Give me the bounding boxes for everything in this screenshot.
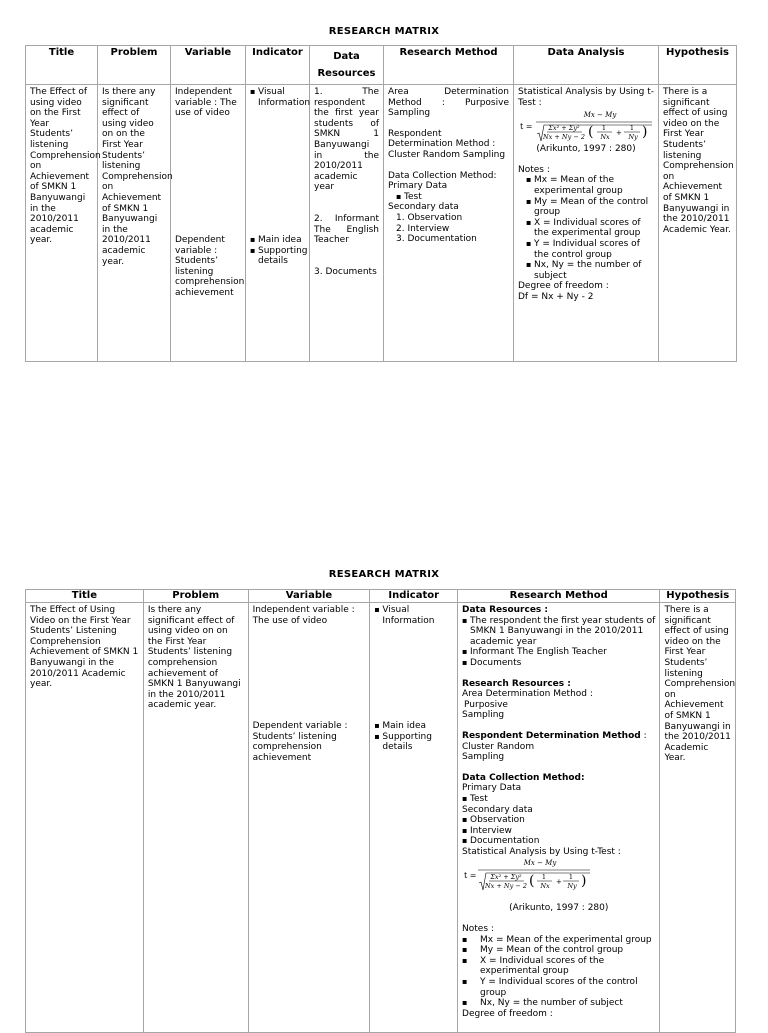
header-data-resources: Data Resources [310,46,384,85]
note-item: ▪ Mx = Mean of the experimental group [462,935,655,946]
dependent-indicators [374,721,453,753]
svg-text:): ) [642,124,648,141]
header-indicator: Indicator [246,46,310,85]
primary-label: Primary Data [462,783,522,794]
cell-variable [248,603,370,1033]
area-method-value: Purposive [464,699,508,710]
secondary-item: ▪ Interview [462,826,655,837]
header-research-method: Research Method [458,590,660,603]
note-item: ▪ Y = Individual scores of the control group [526,239,654,260]
primary-list [388,192,509,203]
cell-indicator [370,603,458,1033]
collection-label: Data Collection Method: [388,170,497,181]
note-item: ▪ Nx, Ny = the number of subject [526,260,654,281]
area-method-value-2: Sampling [462,710,505,721]
header-research-method: Research Method [384,46,514,85]
t-test-formula-graphic [518,108,654,144]
resource-item: ▪ Informant The English Teacher [462,647,655,658]
title-text: The Effect of using video on the First Year Students’ listening Comprehension on Achievement of SMKN 1 Banyuwangi in the 2010/2011 academic year. [30,87,101,246]
svg-text:Mx − My: Mx − My [523,859,557,868]
svg-text:Ny: Ny [567,882,577,891]
dof-formula: Df = Nx + Ny - 2 [518,291,594,302]
primary-item: ▪ Test [462,794,655,805]
header-title: Title [26,590,144,603]
area-method-label: Area Determination Method : [462,689,593,700]
svg-text:+: + [616,129,622,138]
matrix-title-1: RESEARCH MATRIX [328,26,440,37]
research-matrix-table-1 [25,45,737,362]
secondary-label: Secondary data [388,202,459,213]
t-test-formula [462,857,655,893]
respondent-method-value: Cluster Random [462,741,535,752]
notes-label: Notes : [518,164,550,175]
svg-text:t =: t = [464,871,477,881]
header-title: Title [26,46,98,85]
header-problem: Problem [98,46,171,85]
secondary-item: ▪ Observation [462,815,655,826]
data-resources-list [462,616,655,669]
svg-text:Σx² + Σy²: Σx² + Σy² [490,873,522,882]
secondary-item: 1. Observation [396,212,463,223]
resource-item: ▪ The respondent the first year students of SMKN 1 Banyuwangi in the 2010/2011 academic year [462,616,655,648]
notes-list [462,935,655,1009]
indicator-item: ▪ Supporting details [374,732,453,753]
header-hypothesis: Hypothesis [659,46,737,85]
independent-indicators [374,605,453,721]
note-item: ▪ X = Individual scores of the experimental group [526,218,654,239]
data-resources-label: Data Resources : [462,605,549,615]
indicator-item: ▪ Main idea [250,235,305,246]
svg-text:Nx: Nx [600,133,610,142]
header-problem: Problem [143,590,248,603]
cell-hypothesis [660,603,736,1033]
notes-list [518,175,654,281]
indicator-item: ▪ Visual Information [374,605,453,626]
note-item: ▪ Mx = Mean of the experimental group [526,175,654,196]
secondary-item: 3. Documentation [396,234,477,245]
independent-indicators [250,87,311,235]
t-test-formula-graphic [462,857,592,893]
research-resources-label: Research Resources : [462,678,571,689]
secondary-list [462,815,655,847]
secondary-label: Secondary data [462,804,533,815]
svg-text:Nx + Ny − 2: Nx + Ny − 2 [542,133,586,142]
collection-label: Data Collection Method: [462,772,585,783]
svg-text:1: 1 [629,124,635,133]
note-item: ▪ Y = Individual scores of the control group [462,977,655,998]
svg-text:(: ( [588,124,594,141]
respondent-method-label: Respondent Determination Method [462,730,641,741]
indicator-item: ▪ Supporting details [250,246,305,267]
cell-problem [143,603,248,1033]
header-data-analysis: Data Analysis [514,46,659,85]
cell-data-analysis [514,85,659,362]
svg-text:): ) [581,873,587,890]
citation: (Arikunto, 1997 : 280) [536,144,636,155]
note-item: ▪ X = Individual scores of the experimental group [462,956,655,977]
primary-item: ▪ Test [396,192,509,203]
cell-indicator [246,85,310,362]
dependent-variable: Dependent variable : Students’ listening comprehension achievement [175,235,245,298]
data-resource-item: 1. The respondent the first year students of SMKN 1 Banyuwangi in the 2010/2011 academic year [314,87,379,193]
cell-research-method [384,85,514,362]
svg-text:Ny: Ny [628,133,638,142]
cell-problem [98,85,171,362]
problem-text: Is there any significant effect of using video on on the First Year Students’ listening Comprehension on Achievement of SMKN 1 Banyuwangi in the 2010/2011 academic year. [102,87,173,267]
secondary-list [388,213,509,245]
citation: (Arikunto, 1997 : 280) [509,903,609,914]
cell-research-method: Data Resources : ▪ The respondent the first year students of SMKN 1 Banyuwangi in the 2010/2011 academic year ▪ Informant The English Teacher ▪ Documents Research Resources : Area Determination Method : Purposive Sampling Respondent Determination Method : Cluster Random Sampling Data Collection Method: Primary Data ▪ Test Secondary data ▪ Observation ▪ Interview ▪ Documentation Statistical Analysis by Using t-Test : t = Mx − My Σx² + Σy² Nx + Ny − 2 ( 1 Nx + 1 Ny ) (Arikunto, 1997 : 280) Notes : ▪ Mx = Mean of the experimental group ▪ My = Mean of the control group ▪ X = Individual scores of the experimental group ▪ Y = Individual scores of the control group ▪ Nx, Ny = the number of subject Degree of freedom : [458,603,660,1033]
analysis-intro: Statistical Analysis by Using t-Test : [462,846,621,857]
dependent-indicators [250,235,308,267]
indicator-item: ▪ Main idea [374,721,453,732]
svg-text:Mx − My: Mx − My [583,111,617,120]
resource-item: ▪ Documents [462,658,655,669]
independent-variable: Independent variable : The use of video [252,605,355,626]
primary-list [462,794,655,805]
note-item: ▪ Nx, Ny = the number of subject [462,998,655,1009]
svg-text:Σx² + Σy²: Σx² + Σy² [548,124,580,133]
svg-text:(: ( [529,873,535,890]
respondent-method-value-2: Sampling [462,752,505,763]
title-text: The Effect of Using Video on the First Year Students’ Listening Comprehension Achievement of SMKN 1 Banyuwangi in the 2010/2011 Academic year. [30,605,139,690]
svg-text:1: 1 [568,873,574,882]
svg-text:+: + [556,878,562,887]
notes-label: Notes : [462,924,494,935]
header-hypothesis: Hypothesis [660,590,736,603]
svg-text:1: 1 [601,124,607,133]
primary-label: Primary Data [388,181,448,192]
independent-variable: Independent variable : The use of video [175,87,237,119]
matrix-title-2: RESEARCH MATRIX [328,569,440,580]
dof-label: Degree of freedom : [462,1008,553,1019]
svg-text:1: 1 [541,873,547,882]
note-item: ▪ My = Mean of the control group [526,197,654,218]
header-variable: Variable [248,590,370,603]
secondary-item: ▪ Documentation [462,836,655,847]
svg-text:t =: t = [520,122,533,132]
problem-text: Is there any significant effect of using video on on the First Year Students’ listening comprehension achievement of SMKN 1 Banyuwangi in the 2010/2011 academic year. [147,605,241,711]
indicator-item: ▪ Visual Information [250,87,305,108]
research-matrix-table-2 [25,589,736,1033]
cell-title [26,85,101,362]
secondary-item: 2. Interview [396,223,450,234]
area-method: Area Determination Method : Purposive Sampling [388,87,509,119]
cell-variable [171,85,246,362]
data-resource-item: 3. Documents [314,267,377,277]
svg-text:Nx: Nx [540,882,550,891]
cell-hypothesis [659,85,737,362]
dof-label: Degree of freedom : [518,281,609,292]
cell-title [26,603,144,1033]
hypothesis-text: There is a significant effect of using video on the First Year Students’ listening Comprehension on Achievement of SMKN 1 Banyuwangi in the 2010/2011 Academic Year. [663,87,734,235]
cell-data-resources [310,85,384,362]
svg-text:Nx + Ny − 2: Nx + Ny − 2 [485,882,528,891]
hypothesis-text: There is a significant effect of using video on the First Year Students’ listening Comprehension on Achievement of SMKN 1 Banyuwangi in the 2010/2011 Academic Year. [664,605,736,764]
header-variable: Variable [171,46,246,85]
data-resource-item: 2. Informant The English Teacher [314,214,379,246]
dependent-variable: Dependent variable : Students’ listening comprehension achievement [252,721,348,763]
t-test-formula [518,108,654,144]
analysis-intro: Statistical Analysis by Using t-Test : [518,87,655,108]
respondent-method: Respondent Determination Method : Cluster Random Sampling [388,128,506,160]
header-indicator: Indicator [370,590,458,603]
note-item: ▪ My = Mean of the control group [462,945,655,956]
